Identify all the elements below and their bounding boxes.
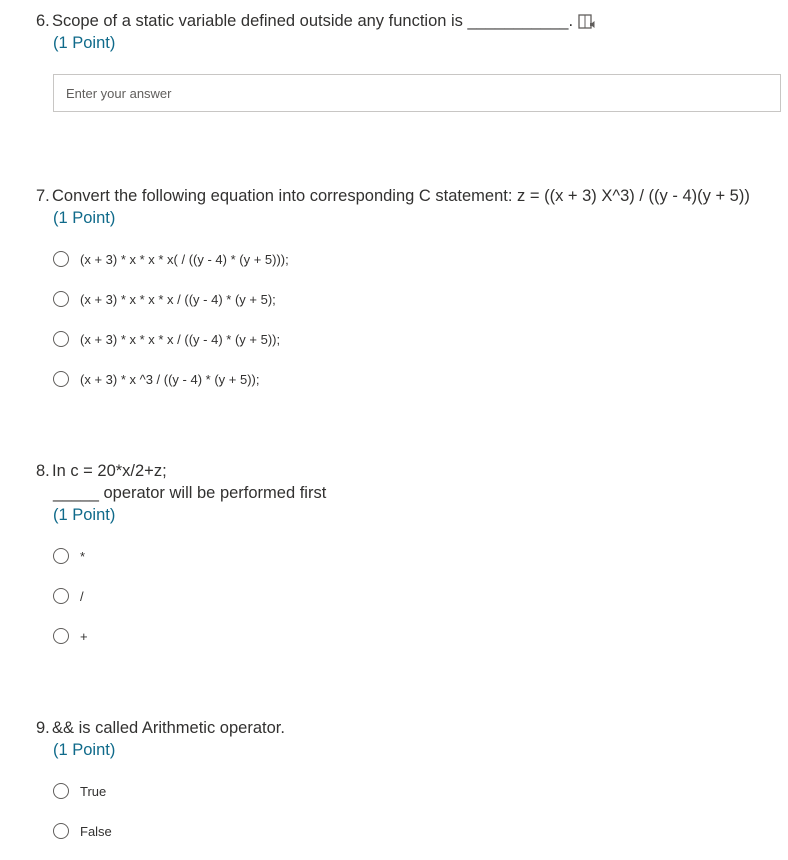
option-label: (x + 3) * x ^3 / ((y - 4) * (y + 5)); bbox=[80, 371, 260, 387]
question-8-number: 8. bbox=[36, 462, 50, 480]
radio-button[interactable] bbox=[53, 251, 69, 267]
radio-button[interactable] bbox=[53, 628, 69, 644]
question-7-number: 7. bbox=[36, 187, 50, 205]
question-7-option-3[interactable] bbox=[53, 328, 280, 350]
radio-button[interactable] bbox=[53, 331, 69, 347]
option-label: * bbox=[80, 548, 86, 564]
option-label: (x + 3) * x * x * x( / ((y - 4) * (y + 5))); bbox=[80, 251, 289, 267]
question-6-number: 6. bbox=[36, 12, 50, 30]
question-9-points: (1 Point) bbox=[53, 741, 116, 759]
question-8-option-1[interactable] bbox=[53, 545, 85, 567]
radio-button[interactable] bbox=[53, 783, 69, 799]
question-9-option-1[interactable] bbox=[53, 780, 106, 802]
question-7-option-1[interactable] bbox=[53, 248, 289, 270]
question-8-points: (1 Point) bbox=[53, 506, 116, 524]
option-label: (x + 3) * x * x * x / ((y - 4) * (y + 5); bbox=[80, 291, 276, 307]
question-7-points: (1 Point) bbox=[53, 209, 116, 227]
question-8-option-3[interactable] bbox=[53, 625, 88, 647]
question-7-option-4[interactable] bbox=[53, 368, 259, 390]
radio-button[interactable] bbox=[53, 588, 69, 604]
question-9-number: 9. bbox=[36, 719, 50, 737]
option-label: True bbox=[80, 783, 107, 799]
question-6-points: (1 Point) bbox=[53, 34, 116, 52]
question-8-text: In c = 20*x/2+z; bbox=[52, 462, 167, 480]
radio-button[interactable] bbox=[53, 371, 69, 387]
option-label: + bbox=[80, 628, 88, 644]
question-9-text: && is called Arithmetic operator. bbox=[52, 719, 285, 737]
question-6-title bbox=[36, 10, 573, 32]
question-6-answer-input[interactable] bbox=[53, 74, 781, 112]
question-7-option-2[interactable] bbox=[53, 288, 276, 310]
immersive-reader-icon[interactable] bbox=[578, 13, 598, 31]
question-7-text: Convert the following equation into corresponding C statement: z = ((x + 3) X^3) / ((y - 4)(y + 5)) bbox=[52, 187, 750, 205]
question-8-text-line2: _____ operator will be performed first bbox=[53, 484, 327, 502]
radio-button[interactable] bbox=[53, 548, 69, 564]
radio-button[interactable] bbox=[53, 291, 69, 307]
question-9-title bbox=[36, 717, 285, 739]
question-7-title bbox=[36, 185, 750, 207]
question-9-option-2[interactable] bbox=[53, 820, 112, 842]
question-8-title bbox=[36, 460, 167, 482]
option-label: (x + 3) * x * x * x / ((y - 4) * (y + 5)); bbox=[80, 331, 281, 347]
option-label: / bbox=[80, 588, 84, 604]
question-8-option-2[interactable] bbox=[53, 585, 84, 607]
question-6-text: Scope of a static variable defined outside any function is ___________. bbox=[52, 12, 574, 30]
option-label: False bbox=[80, 823, 112, 839]
radio-button[interactable] bbox=[53, 823, 69, 839]
